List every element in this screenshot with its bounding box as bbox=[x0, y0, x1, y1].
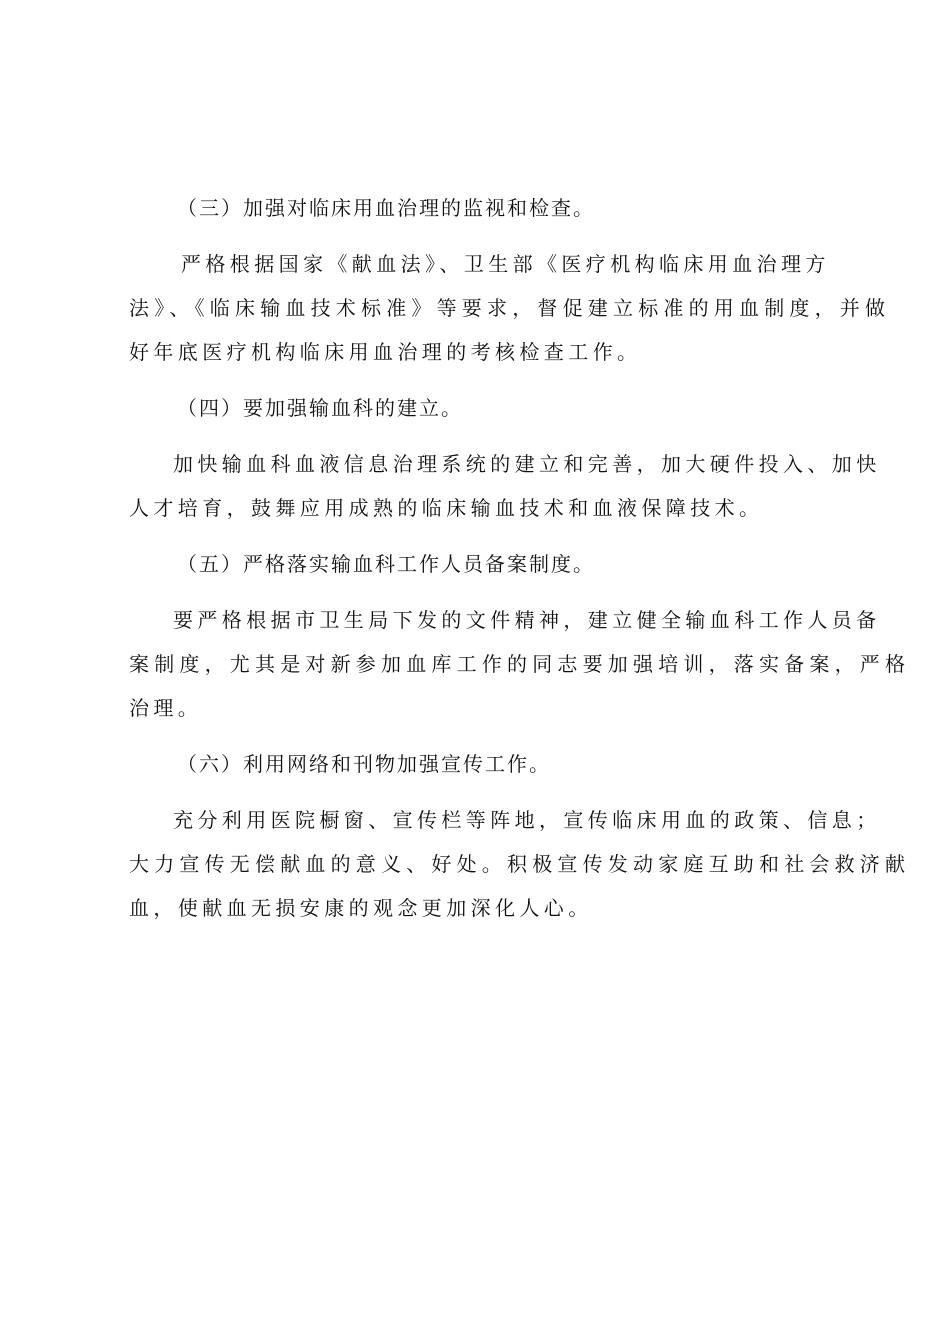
paragraph-line: 人才培育，鼓舞应用成熟的临床输血技术和血液保障技术。 bbox=[129, 496, 764, 520]
paragraph-line: 治理。 bbox=[129, 696, 203, 720]
paragraph-line: 好年底医疗机构临床用血治理的考核检查工作。 bbox=[129, 340, 642, 364]
paragraph-line: 案制度，尤其是对新参加血库工作的同志要加强培训，落实备案，严格 bbox=[129, 652, 911, 676]
section-heading-6: （六）利用网络和刊物加强宣传工作。 bbox=[177, 752, 551, 776]
section-heading-5: （五）严格落实输血科工作人员备案制度。 bbox=[177, 552, 595, 576]
paragraph-line: 严格根据国家《献血法》、卫生部《医疗机构临床用血治理方 bbox=[181, 252, 830, 276]
paragraph-line: 要严格根据市卫生局下发的文件精神，建立健全输血科工作人员备 bbox=[173, 608, 881, 632]
paragraph-line: 法》、《临床输血技术标准》等要求，督促建立标准的用血制度，并做 bbox=[129, 296, 891, 320]
paragraph-line: 血，使献血无损安康的观念更加深化人心。 bbox=[129, 896, 593, 920]
paragraph-line: 加快输血科血液信息治理系统的建立和完善，加大硬件投入、加快 bbox=[173, 452, 881, 476]
paragraph-line: 大力宣传无偿献血的意义、好处。积极宣传发动家庭互助和社会救济献 bbox=[129, 852, 911, 876]
section-heading-3: （三）加强对临床用血治理的监视和检查。 bbox=[177, 196, 595, 220]
paragraph-line: 充分利用医院橱窗、宣传栏等阵地，宣传临床用血的政策、信息； bbox=[173, 808, 881, 832]
section-heading-4: （四）要加强输血科的建立。 bbox=[177, 396, 463, 420]
